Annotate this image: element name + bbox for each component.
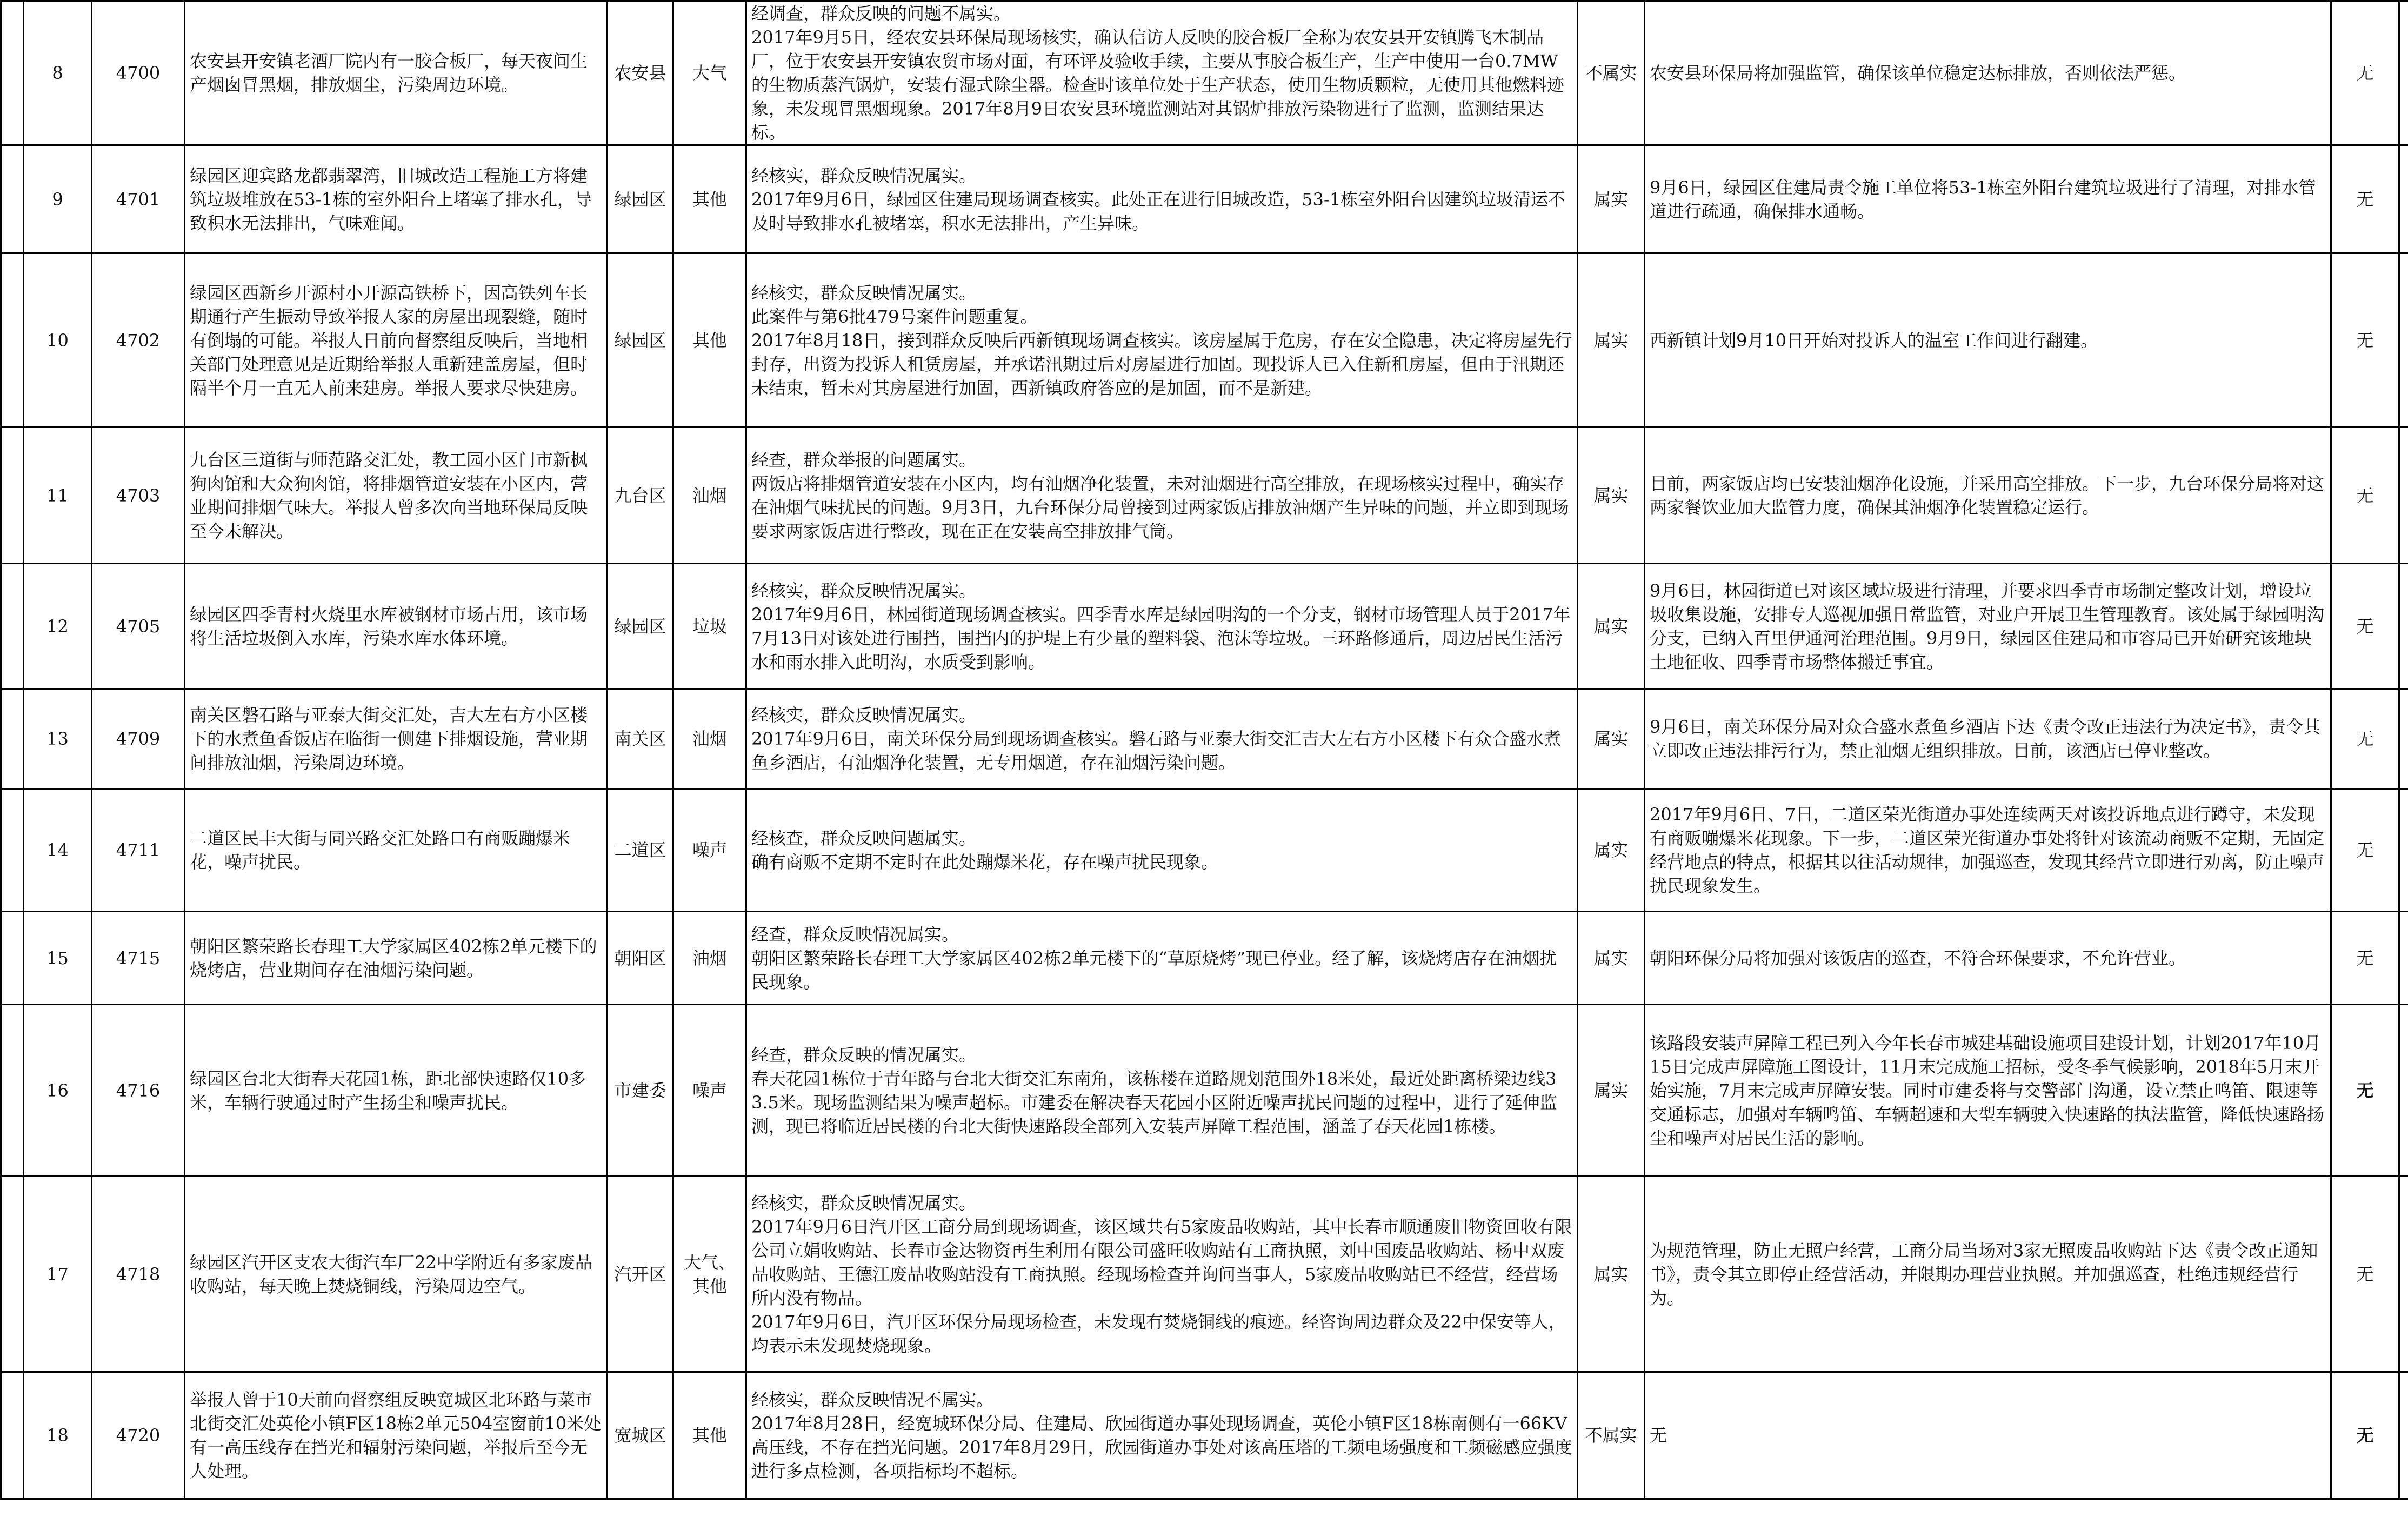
row-trailing-cell [2399,1005,2408,1177]
row-id-cell: 4705 [92,564,185,689]
row-seq-cell: 9 [24,145,92,253]
row-trailing-cell [2399,1372,2408,1499]
table-row [1,253,2408,427]
row-trailing-cell [2399,1,2408,145]
row-verdict-cell: 属实 [1578,253,1645,427]
row-district-cell: 农安县 [608,1,673,145]
row-accountability-cell: 无 [2331,912,2399,1005]
row-margin-cell [1,1177,24,1372]
row-handling-cell: 农安县环保局将加强监管，确保该单位稳定达标排放，否则依法严惩。 [1645,1,2331,145]
row-district-cell: 绿园区 [608,145,673,253]
row-investigation-cell: 经查，群众反映情况属实。 朝阳区繁荣路长春理工大学家属区402栋2单元楼下的“草原烧烤”现已停业。经了解，该烧烤店存在油烟扰民现象。 [746,912,1578,1005]
row-handling-cell: 该路段安装声屏障工程已列入今年长春市城建基础设施项目建设计划，计划2017年10月15日完成声屏障施工图设计，11月末完成施工招标，受冬季气候影响，2018年5月末开始实施，7月末完成声屏障安装。同时市建委将与交警部门沟通，设立禁止鸣笛、限速等交通标志，加强对车辆鸣笛、车辆超速和大型车辆驶入快速路的执法监管，降低快速路扬尘和噪声对居民生活的影响。 [1645,1005,2331,1177]
row-seq-cell: 16 [24,1005,92,1177]
row-complaint-cell: 南关区磐石路与亚泰大街交汇处，吉大左右方小区楼下的水煮鱼香饭店在临街一侧建下排烟设施，营业期间排放油烟，污染周边环境。 [185,689,608,789]
row-id-cell: 4715 [92,912,185,1005]
row-district-cell: 二道区 [608,789,673,912]
table-row [1,1005,2408,1177]
row-investigation-cell: 经查，群众反映的情况属实。 春天花园1栋位于青年路与台北大街交汇东南角，该栋楼在道路规划范围外18米处，最近处距离桥梁边线33.5米。现场监测结果为噪声超标。市建委在解决春天花园小区附近噪声扰民问题的过程中，进行了延伸监测，现已将临近居民楼的台北大街快速路段全部列入安装声屏障工程范围，涵盖了春天花园1栋楼。 [746,1005,1578,1177]
row-seq-cell: 17 [24,1177,92,1372]
row-accountability-cell: 无 [2331,145,2399,253]
row-accountability-cell: 无 [2331,689,2399,789]
row-complaint-cell: 绿园区西新乡开源村小开源高铁桥下，因高铁列车长期通行产生振动导致举报人家的房屋出现裂缝，随时有倒塌的可能。举报人日前向督察组反映后，当地相关部门处理意见是近期给举报人重新建盖房屋，但时隔半个月一直无人前来建房。举报人要求尽快建房。 [185,253,608,427]
row-investigation-cell: 经核实，群众反映情况属实。 2017年9月6日，南关环保分局到现场调查核实。磐石路与亚泰大街交汇吉大左右方小区楼下有众合盛水煮鱼乡酒店，有油烟净化装置，无专用烟道，存在油烟污染问题。 [746,689,1578,789]
table-row [1,1,2408,145]
row-category-cell: 其他 [673,145,746,253]
row-district-cell: 南关区 [608,689,673,789]
row-category-cell: 垃圾 [673,564,746,689]
row-margin-cell [1,564,24,689]
row-trailing-cell [2399,253,2408,427]
row-complaint-cell: 绿园区四季青村火烧里水库被钢材市场占用，该市场将生活垃圾倒入水库，污染水库水体环境。 [185,564,608,689]
row-trailing-cell [2399,145,2408,253]
row-investigation-cell: 经核实，群众反映情况属实。 2017年9月6日，绿园区住建局现场调查核实。此处正在进行旧城改造，53-1栋室外阳台因建筑垃圾清运不及时导致排水孔被堵塞，积水无法排出，产生异味。 [746,145,1578,253]
row-district-cell: 市建委 [608,1005,673,1177]
row-id-cell: 4700 [92,1,185,145]
row-handling-cell: 9月6日，绿园区住建局责令施工单位将53-1栋室外阳台建筑垃圾进行了清理，对排水管道进行疏通，确保排水通畅。 [1645,145,2331,253]
row-verdict-cell: 属实 [1578,145,1645,253]
row-investigation-cell: 经核查，群众反映问题属实。 确有商贩不定期不定时在此处蹦爆米花，存在噪声扰民现象。 [746,789,1578,912]
row-id-cell: 4701 [92,145,185,253]
row-handling-cell: 9月6日，南关环保分局对众合盛水煮鱼乡酒店下达《责令改正违法行为决定书》，责令其立即改正违法排污行为，禁止油烟无组织排放。目前，该酒店已停业整改。 [1645,689,2331,789]
row-category-cell: 其他 [673,1372,746,1499]
row-id-cell: 4703 [92,427,185,564]
row-category-cell: 噪声 [673,1005,746,1177]
row-handling-cell: 为规范管理，防止无照户经营，工商分局当场对3家无照废品收购站下达《责令改正通知书》，责令其立即停止经营活动，并限期办理营业执照。并加强巡查，杜绝违规经营行为。 [1645,1177,2331,1372]
row-seq-cell: 11 [24,427,92,564]
table-row [1,789,2408,912]
row-margin-cell [1,689,24,789]
row-district-cell: 绿园区 [608,564,673,689]
row-investigation-cell: 经核实，群众反映情况属实。 2017年9月6日汽开区工商分局到现场调查，该区域共有5家废品收购站，其中长春市顺通废旧物资回收有限公司立娟收购站、长春市金达物资再生利用有限公司盛旺收购站有工商执照，刘中国废品收购站、杨中双废品收购站、王德江废品收购站没有工商执照。经现场检查并询问当事人，5家废品收购站已不经营，经营场所内没有物品。 2017年9月6日，汽开区环保分局现场检查，未发现有焚烧铜线的痕迹。经咨询周边群众及22中保安等人，均表示未发现焚烧现象。 [746,1177,1578,1372]
row-handling-cell: 无 [1645,1372,2331,1499]
row-verdict-cell: 属实 [1578,427,1645,564]
row-complaint-cell: 九台区三道街与师范路交汇处，教工园小区门市新枫狗肉馆和大众狗肉馆，将排烟管道安装在小区内，营业期间排烟气味大。举报人曾多次向当地环保局反映至今未解决。 [185,427,608,564]
row-margin-cell [1,253,24,427]
row-margin-cell [1,427,24,564]
row-margin-cell [1,912,24,1005]
row-investigation-cell: 经核实，群众反映情况属实。 此案件与第6批479号案件问题重复。 2017年8月18日，接到群众反映后西新镇现场调查核实。该房屋属于危房，存在安全隐患，决定将房屋先行封存，出资为投诉人租赁房屋，并承诺汛期过后对房屋进行加固。现投诉人已入住新租房屋，但由于汛期还未结束，暂未对其房屋进行加固，西新镇政府答应的是加固，而不是新建。 [746,253,1578,427]
row-handling-cell: 目前，两家饭店均已安装油烟净化设施，并采用高空排放。下一步，九台环保分局将对这两家餐饮业加大监管力度，确保其油烟净化装置稳定运行。 [1645,427,2331,564]
row-category-cell: 噪声 [673,789,746,912]
row-seq-cell: 14 [24,789,92,912]
row-verdict-cell: 不属实 [1578,1,1645,145]
row-district-cell: 绿园区 [608,253,673,427]
row-district-cell: 朝阳区 [608,912,673,1005]
row-complaint-cell: 绿园区台北大街春天花园1栋，距北部快速路仅10多米，车辆行驶通过时产生扬尘和噪声扰民。 [185,1005,608,1177]
row-seq-cell: 12 [24,564,92,689]
table-row [1,564,2408,689]
row-seq-cell: 15 [24,912,92,1005]
row-category-cell: 大气 [673,1,746,145]
row-id-cell: 4716 [92,1005,185,1177]
row-id-cell: 4718 [92,1177,185,1372]
row-id-cell: 4702 [92,253,185,427]
row-category-cell: 油烟 [673,427,746,564]
row-accountability-cell: 无 [2331,1177,2399,1372]
row-district-cell: 汽开区 [608,1177,673,1372]
row-verdict-cell: 属实 [1578,689,1645,789]
row-trailing-cell [2399,689,2408,789]
row-margin-cell [1,1372,24,1499]
row-margin-cell [1,145,24,253]
row-complaint-cell: 二道区民丰大街与同兴路交汇处路口有商贩蹦爆米花，噪声扰民。 [185,789,608,912]
row-complaint-cell: 绿园区汽开区支农大街汽车厂22中学附近有多家废品收购站，每天晚上焚烧铜线，污染周边空气。 [185,1177,608,1372]
row-verdict-cell: 属实 [1578,1005,1645,1177]
row-category-cell: 油烟 [673,689,746,789]
row-handling-cell: 西新镇计划9月10日开始对投诉人的温室工作间进行翻建。 [1645,253,2331,427]
row-trailing-cell [2399,789,2408,912]
row-complaint-cell: 朝阳区繁荣路长春理工大学家属区402栋2单元楼下的烧烤店，营业期间存在油烟污染问题。 [185,912,608,1005]
row-seq-cell: 18 [24,1372,92,1499]
row-accountability-cell: 无 [2331,427,2399,564]
row-investigation-cell: 经查，群众举报的问题属实。 两饭店将排烟管道安装在小区内，均有油烟净化装置，未对油烟进行高空排放，在现场核实过程中，确实存在油烟气味扰民的问题。9月3日，九台环保分局曾接到过两家饭店排放油烟产生异味的问题，并立即到现场要求两家饭店进行整改，现在正在安装高空排放排气筒。 [746,427,1578,564]
row-accountability-cell: 无 [2331,1,2399,145]
table-row [1,1372,2408,1499]
row-district-cell: 宽城区 [608,1372,673,1499]
row-verdict-cell: 不属实 [1578,1372,1645,1499]
row-accountability-cell: 无 [2331,789,2399,912]
row-complaint-cell: 举报人曾于10天前向督察组反映宽城区北环路与菜市北街交汇处英伦小镇F区18栋2单元504室窗前10米处有一高压线存在挡光和辐射污染问题，举报后至今无人处理。 [185,1372,608,1499]
table-row [1,1177,2408,1372]
row-trailing-cell [2399,564,2408,689]
table-row [1,912,2408,1005]
row-id-cell: 4720 [92,1372,185,1499]
table-row [1,427,2408,564]
row-handling-cell: 9月6日，林园街道已对该区域垃圾进行清理，并要求四季青市场制定整改计划，增设垃圾收集设施，安排专人巡视加强日常监管，对业户开展卫生管理教育。该处属于绿园明沟分支，已纳入百里伊通河治理范围。9月9日，绿园区住建局和市容局已开始研究该地块土地征收、四季青市场整体搬迁事宜。 [1645,564,2331,689]
row-trailing-cell [2399,1177,2408,1372]
row-investigation-cell: 经核实，群众反映情况属实。 2017年9月6日，林园街道现场调查核实。四季青水库是绿园明沟的一个分支，钢材市场管理人员于2017年7月13日对该处进行围挡，围挡内的护堤上有少量的塑料袋、泡沫等垃圾。三环路修通后，周边居民生活污水和雨水排入此明沟，水质受到影响。 [746,564,1578,689]
row-complaint-cell: 绿园区迎宾路龙都翡翠湾，旧城改造工程施工方将建筑垃圾堆放在53-1栋的室外阳台上堵塞了排水孔，导致积水无法排出，气味难闻。 [185,145,608,253]
row-complaint-cell: 农安县开安镇老酒厂院内有一胶合板厂，每天夜间生产烟囱冒黑烟，排放烟尘，污染周边环境。 [185,1,608,145]
table-row [1,145,2408,253]
row-district-cell: 九台区 [608,427,673,564]
row-verdict-cell: 属实 [1578,564,1645,689]
row-margin-cell [1,1,24,145]
row-id-cell: 4709 [92,689,185,789]
row-margin-cell [1,789,24,912]
row-category-cell: 大气、其他 [673,1177,746,1372]
row-handling-cell: 朝阳环保分局将加强对该饭店的巡查，不符合环保要求，不允许营业。 [1645,912,2331,1005]
row-margin-cell [1,1005,24,1177]
row-seq-cell: 8 [24,1,92,145]
row-verdict-cell: 属实 [1578,1177,1645,1372]
row-investigation-cell: 经调查，群众反映的问题不属实。 2017年9月5日，经农安县环保局现场核实，确认信访人反映的胶合板厂全称为农安县开安镇腾飞木制品厂，位于农安县开安镇农贸市场对面，有环评及验收手续，主要从事胶合板生产，生产中使用一台0.7MW的生物质蒸汽锅炉，安装有湿式除尘器。检查时该单位处于生产状态，使用生物质颗粒，无使用其他燃料迹象，未发现冒黑烟现象。2017年8月9日农安县环境监测站对其锅炉排放污染物进行了监测，监测结果达标。 [746,1,1578,145]
row-accountability-cell: 无 [2331,253,2399,427]
row-category-cell: 其他 [673,253,746,427]
row-accountability-cell: 无 [2331,1005,2399,1177]
row-verdict-cell: 属实 [1578,789,1645,912]
row-trailing-cell [2399,912,2408,1005]
row-category-cell: 油烟 [673,912,746,1005]
row-accountability-cell: 无 [2331,1372,2399,1499]
row-investigation-cell: 经核实，群众反映情况不属实。 2017年8月28日，经宽城环保分局、住建局、欣园街道办事处现场调查，英伦小镇F区18栋南侧有一66KV高压线，不存在挡光问题。2017年8月29日，欣园街道办事处对该高压塔的工频电场强度和工频磁感应强度进行多点检测，各项指标均不超标。 [746,1372,1578,1499]
row-id-cell: 4711 [92,789,185,912]
row-trailing-cell [2399,427,2408,564]
row-accountability-cell: 无 [2331,564,2399,689]
row-handling-cell: 2017年9月6日、7日，二道区荣光街道办事处连续两天对该投诉地点进行蹲守，未发现有商贩嘣爆米花现象。下一步，二道区荣光街道办事处将针对该流动商贩不定期，无固定经营地点的特点，根据其以往活动规律，加强巡查，发现其经营立即进行劝离，防止噪声扰民现象发生。 [1645,789,2331,912]
row-seq-cell: 10 [24,253,92,427]
table-row [1,689,2408,789]
row-verdict-cell: 属实 [1578,912,1645,1005]
row-seq-cell: 13 [24,689,92,789]
